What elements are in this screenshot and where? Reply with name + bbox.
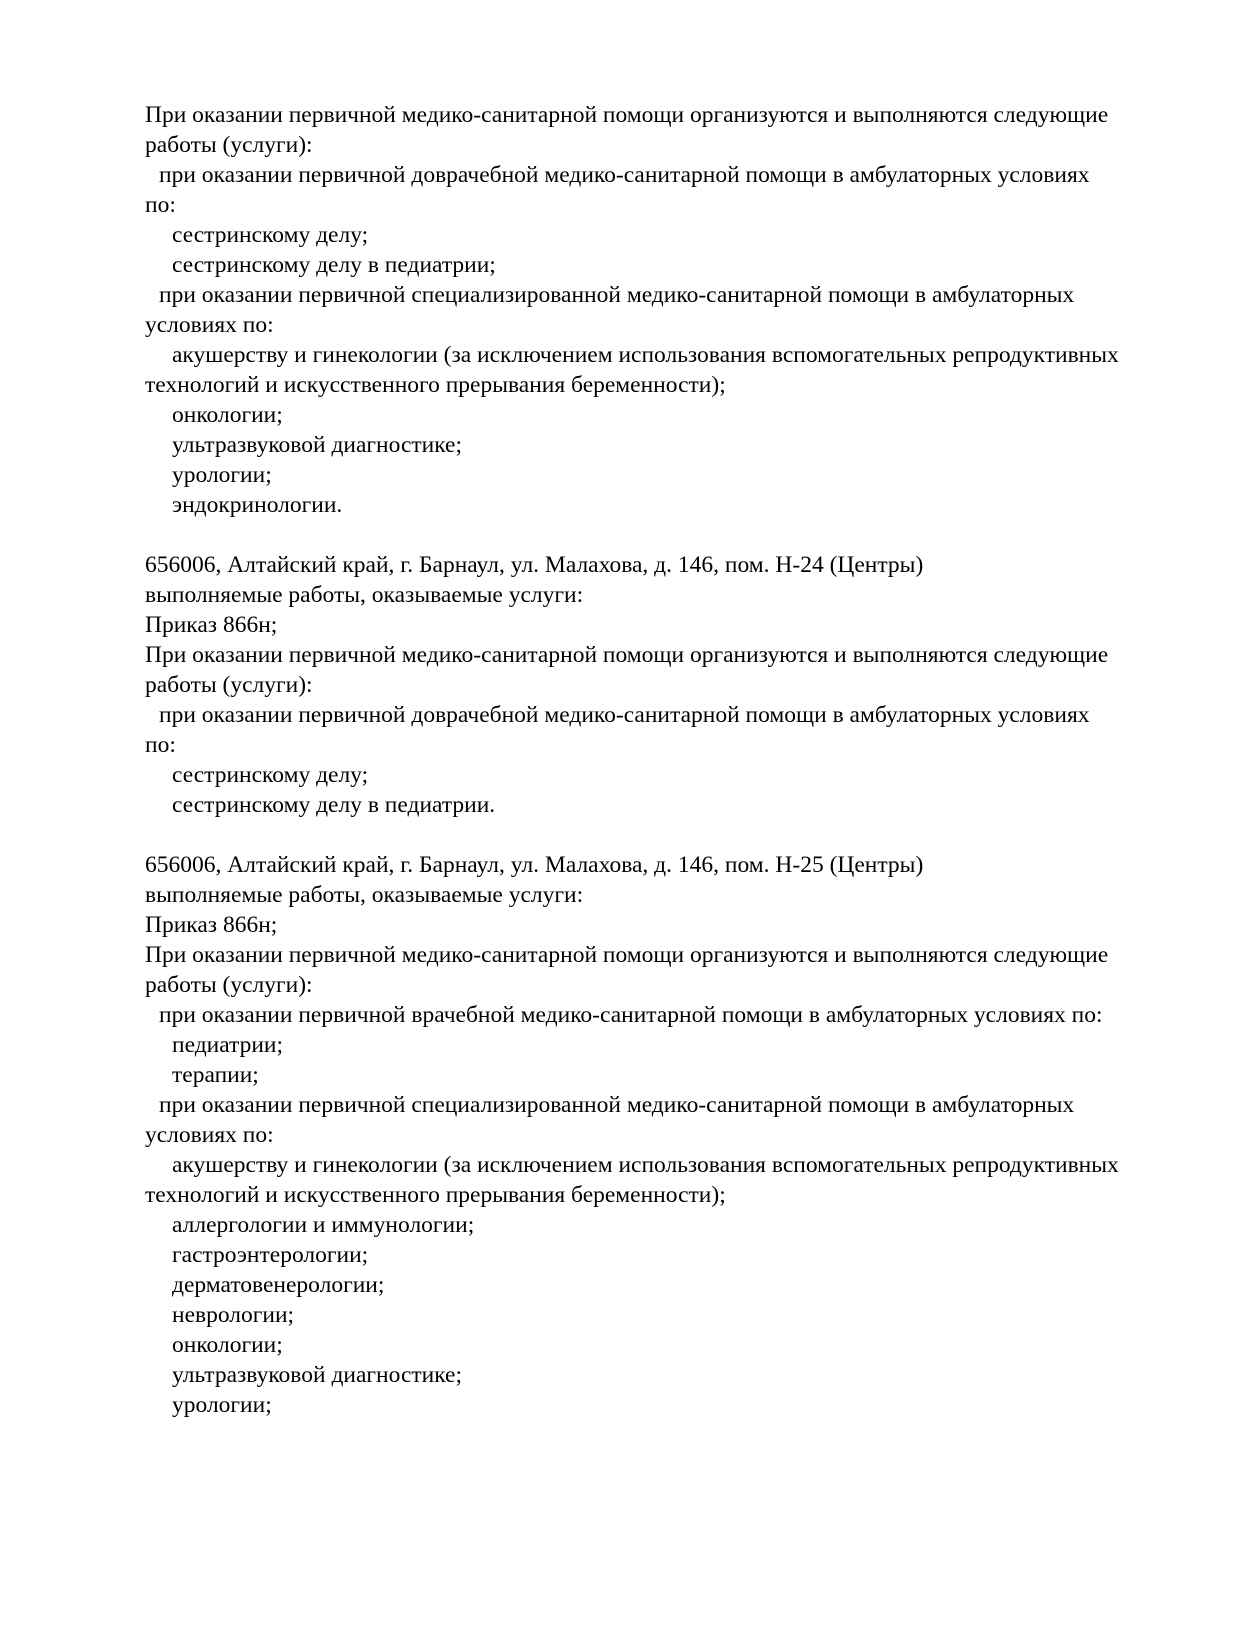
text-line: урологии; (172, 462, 272, 488)
text-line: онкологии; (172, 1332, 283, 1358)
text-line: терапии; (172, 1062, 259, 1088)
works-services-section (145, 100, 1200, 520)
text-line: ультразвуковой диагностике; (172, 432, 463, 458)
text-line: аллергологии и иммунологии; (172, 1212, 475, 1238)
text-line: при оказании первичной врачебной медико-санитарной помощи в амбулаторных условиях по: (159, 1002, 1103, 1028)
text-line: при оказании первичной доврачебной медико-санитарной помощи в амбулаторных условиях (159, 162, 1090, 188)
text-line: при оказании первичной специализированной медико-санитарной помощи в амбулаторных (159, 282, 1075, 308)
text-line: технологий и искусственного прерывания беременности); (145, 1182, 726, 1208)
text-line: условиях по: (145, 312, 274, 338)
text-line: урологии; (172, 1392, 272, 1418)
text-line: при оказании первичной доврачебной медико-санитарной помощи в амбулаторных условиях (159, 702, 1090, 728)
text-line: 656006, Алтайский край, г. Барнаул, ул. Малахова, д. 146, пом. Н-24 (Центры) (145, 552, 924, 578)
text-line: Приказ 866н; (145, 912, 278, 938)
text-line: сестринскому делу в педиатрии; (172, 252, 496, 278)
text-line: работы (услуги): (145, 132, 313, 158)
text-line: При оказании первичной медико-санитарной помощи организуются и выполняются следующие (145, 942, 1109, 968)
text-line: неврологии; (172, 1302, 295, 1328)
text-line: акушерству и гинекологии (за исключением использования вспомогательных репродуктивных (172, 342, 1119, 368)
text-line: гастроэнтерологии; (172, 1242, 369, 1268)
text-line: акушерству и гинекологии (за исключением использования вспомогательных репродуктивных (172, 1152, 1119, 1178)
address-n25-section (145, 850, 1200, 1420)
text-line: выполняемые работы, оказываемые услуги: (145, 582, 584, 608)
text-line: по: (145, 192, 176, 218)
text-line: работы (услуги): (145, 672, 313, 698)
text-line: При оказании первичной медико-санитарной помощи организуются и выполняются следующие (145, 642, 1109, 668)
text-line: сестринскому делу; (172, 222, 369, 248)
text-line: педиатрии; (172, 1032, 284, 1058)
text-line: выполняемые работы, оказываемые услуги: (145, 882, 584, 908)
address-n24-section (145, 550, 1200, 820)
text-line: ультразвуковой диагностике; (172, 1362, 463, 1388)
text-line: эндокринологии. (172, 492, 343, 518)
text-line: условиях по: (145, 1122, 274, 1148)
text-line: При оказании первичной медико-санитарной помощи организуются и выполняются следующие (145, 102, 1109, 128)
text-line: сестринскому делу в педиатрии. (172, 792, 496, 818)
text-line: работы (услуги): (145, 972, 313, 998)
text-line: технологий и искусственного прерывания беременности); (145, 372, 726, 398)
text-line: 656006, Алтайский край, г. Барнаул, ул. Малахова, д. 146, пом. Н-25 (Центры) (145, 852, 924, 878)
text-line: онкологии; (172, 402, 283, 428)
text-line: дерматовенерологии; (172, 1272, 385, 1298)
text-line: при оказании первичной специализированной медико-санитарной помощи в амбулаторных (159, 1092, 1075, 1118)
text-line: сестринскому делу; (172, 762, 369, 788)
text-line: по: (145, 732, 176, 758)
text-line: Приказ 866н; (145, 612, 278, 638)
